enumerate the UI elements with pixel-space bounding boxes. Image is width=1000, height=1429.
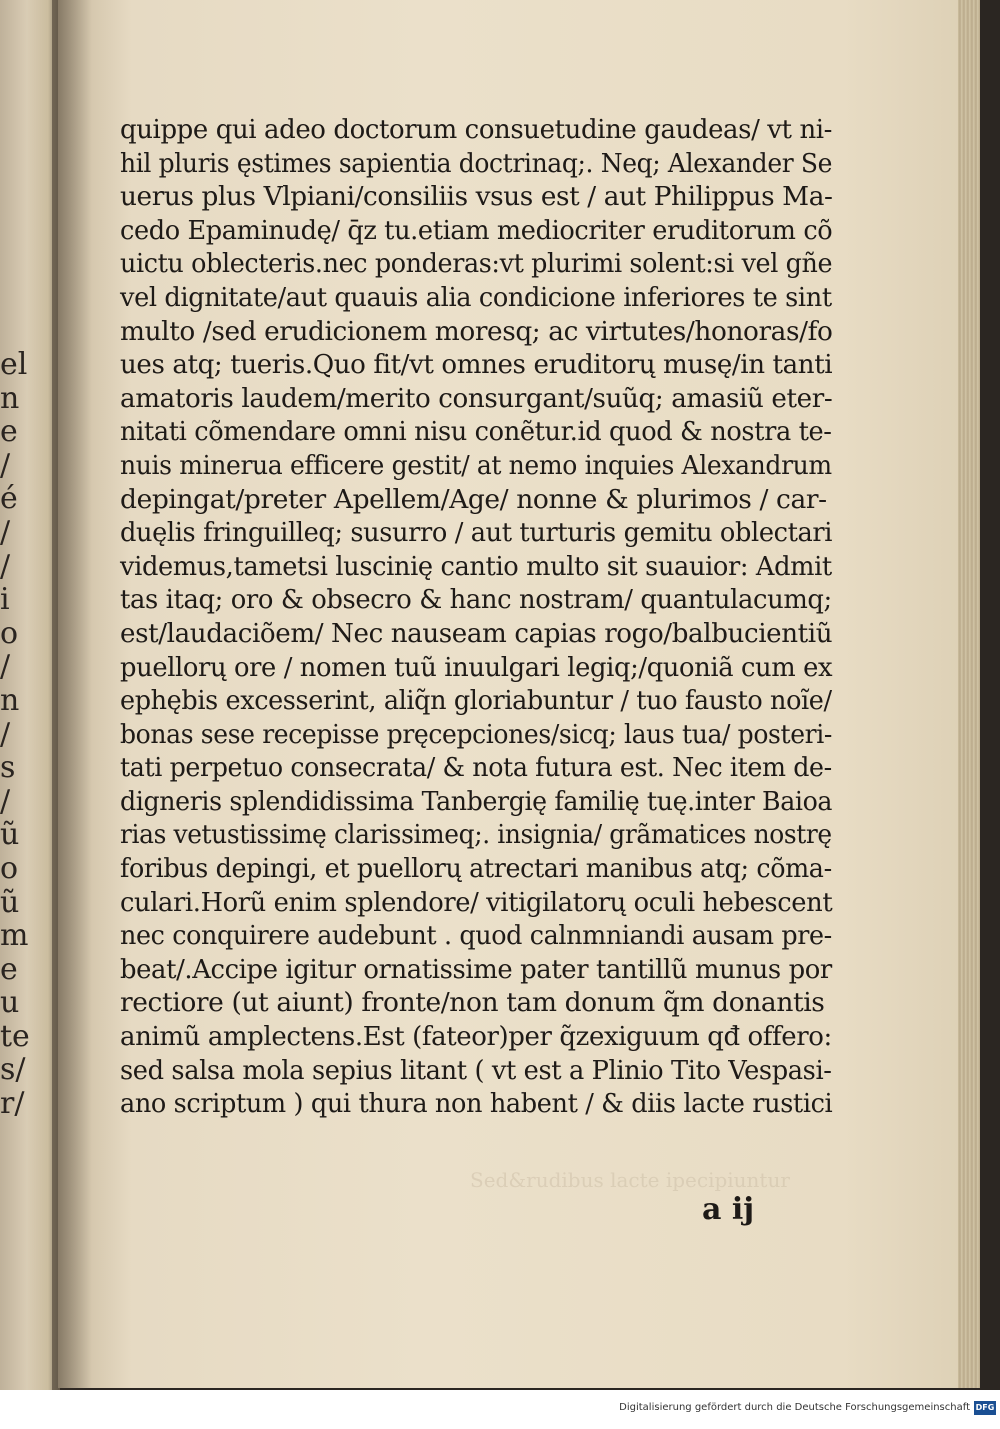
text-line: puellorų ore / nomen tuũ inuulgari legiq;/quoniã cum ex (120, 651, 833, 683)
margin-fragment: / (0, 783, 11, 819)
facing-page-text-fragments (0, 348, 34, 1121)
text-line: amatoris laudem/merito consurgant/suũq; amasiũ eter- (120, 382, 833, 414)
margin-fragment: s/ (0, 1052, 26, 1088)
text-line: cedo Epaminudę/ q̄z tu.etiam mediocriter eruditorum cõ (120, 214, 833, 246)
margin-fragment: / (0, 649, 11, 685)
text-line: rias vetustissimę clarissimeq;. insignia/ grãmatices nostrę (120, 819, 832, 851)
dfg-logo-icon: DFG (974, 1401, 996, 1415)
margin-fragment: n (0, 682, 20, 718)
text-line: beat/.Accipe igitur ornatissime pater tantillũ munus por (120, 953, 832, 985)
text-line: ephębis excesserint, aliq̃n gloriabuntur / tuo fausto noĩe/ (120, 685, 832, 717)
text-line: multo /sed erudicionem moresq; ac virtutes/honoras/fo (120, 315, 833, 347)
text-line: vel dignitate/aut quauis alia condicione inferiores te sint (120, 281, 832, 313)
text-line: ues atq; tueris.Quo fit/vt omnes eruditorų musę/in tanti (120, 349, 833, 381)
margin-fragment: r/ (0, 1086, 25, 1122)
show-through-text: Sed&rudibus lacte ipecipiuntur (470, 1168, 790, 1192)
signature-mark: a ij (702, 1192, 755, 1227)
margin-fragment: e (0, 414, 18, 450)
margin-fragment: / (0, 548, 11, 584)
text-line: est/laudaciõem/ Nec nauseam capias rogo/balbucientiũ (120, 617, 833, 649)
margin-fragment: o (0, 850, 19, 886)
text-line: culari.Horũ enim splendore/ vitigilatorų oculi hebescent (120, 886, 833, 918)
text-line: ano scriptum ) qui thura non habent / & diis lacte rustici (120, 1088, 833, 1120)
text-line: depingat/preter Apellem/Age/ nonne & plurimos / car- (120, 483, 827, 515)
text-line: uictu oblecteris.nec ponderas:vt plurimi solent:si vel gñe (120, 248, 833, 280)
footer-bar (0, 1390, 1000, 1429)
funding-credit: Digitalisierung gefördert durch die Deutsche Forschungsgemeinschaft (619, 1402, 970, 1413)
text-line: animũ amplectens.Est (fateor)per q̃zexiguum qđ offero: (120, 1021, 832, 1053)
text-line: quippe qui adeo doctorum consuetudine gaudeas/ vt ni- (120, 114, 833, 145)
text-line: tati perpetuo consecrata/ & nota futura est. Nec item de- (120, 752, 832, 784)
margin-fragment: m (0, 918, 29, 954)
text-line: tas itaq; oro & obsecro & hanc nostram/ quantulacumq; (120, 584, 832, 616)
main-text-block (120, 113, 832, 1121)
text-line: nuis minerua efficere gestit/ at nemo inquies Alexandrum (120, 449, 832, 481)
margin-fragment: e (0, 951, 18, 987)
text-line: nitati cõmendare omni nisu conẽtur.id quod & nostra te- (120, 416, 832, 448)
text-line: uerus plus Vlpiani/consiliis vsus est / aut Philippus Ma- (120, 181, 833, 213)
text-line: foribus depingi, et puellorų atrectari manibus atq; cõma- (120, 853, 832, 885)
text-line: duęlis fringuilleq; susurro / aut turturis gemitu oblectari (120, 517, 833, 549)
text-line: digneris splendidissima Tanbergię familię tuę.inter Baioa (120, 785, 833, 817)
margin-fragment: el (0, 347, 28, 382)
margin-fragment: n (0, 380, 20, 416)
margin-fragment: u (0, 985, 20, 1021)
text-line: sed salsa mola sepius litant ( vt est a Plinio Tito Vespasi- (120, 1054, 832, 1086)
text-line: hil pluris ęstimes sapientia doctrinaq;. Neq; Alexander Se (120, 147, 833, 179)
margin-fragment: ũ (0, 817, 20, 853)
margin-fragment: o (0, 615, 19, 651)
margin-fragment: é (0, 481, 18, 517)
text-line: videmus,tametsi luscinię cantio multo sit suauior: Admit (120, 550, 832, 582)
text-line: rectiore (ut aiunt) fronte/non tam donum q̃m donantis (120, 987, 825, 1019)
margin-fragment: i (0, 582, 10, 618)
margin-fragment: / (0, 514, 11, 550)
facing-page-edge (0, 0, 60, 1390)
margin-fragment: te (0, 1018, 30, 1054)
margin-fragment: s (0, 750, 16, 786)
margin-fragment: / (0, 447, 11, 483)
gutter-shadow (52, 0, 92, 1390)
page-stack-edge (958, 0, 980, 1388)
text-line: bonas sese recepisse pręcepciones/sicq; laus tua/ posteri- (120, 718, 832, 750)
margin-fragment: ũ (0, 884, 20, 920)
margin-fragment: / (0, 716, 11, 752)
text-line: nec conquirere audebunt . quod calnmniandi ausam pre- (120, 920, 832, 952)
